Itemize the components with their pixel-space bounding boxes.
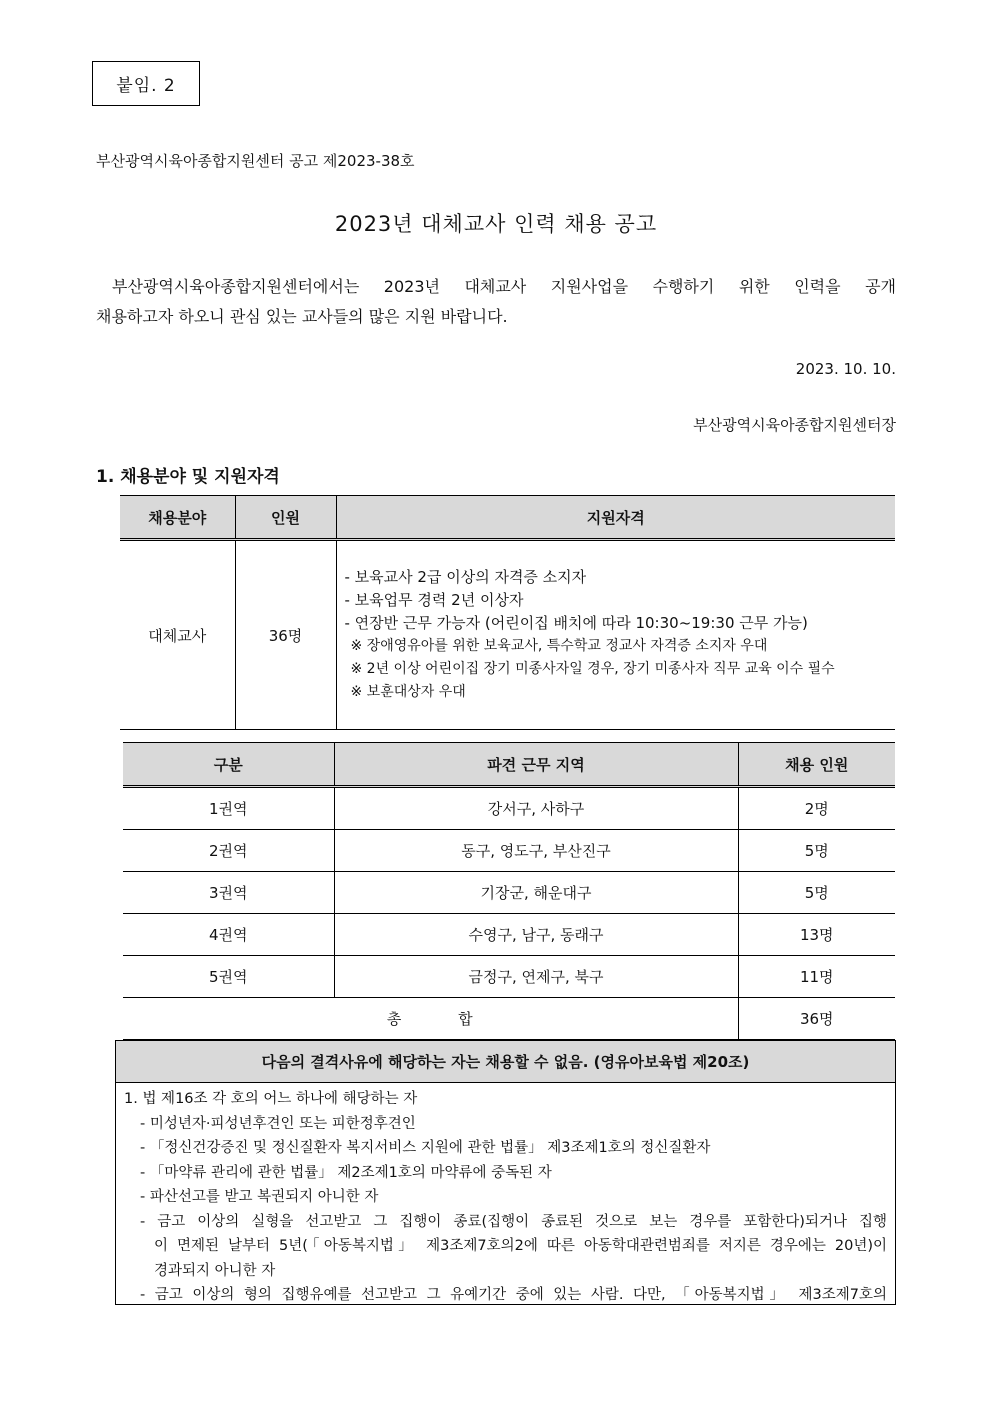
disqualification-sub: - 미성년자·피성년후견인 또는 피한정후견인 bbox=[140, 1115, 416, 1132]
qualification-note: ※ 장애영유아를 위한 보육교사, 특수학교 정교사 자격증 소지자 우대 bbox=[350, 638, 768, 654]
issuer: 부산광역시육아종합지원센터장 bbox=[693, 416, 896, 434]
disqualification-item: 1. 법 제16조 각 호의 어느 하나에 해당하는 자 bbox=[124, 1091, 418, 1107]
intro-paragraph bbox=[96, 272, 896, 332]
disqualification-sub: - 금고 이상의 실형을 선고받고 그 집행이 종료(집행이 종료된 것으로 보는 경우를 포함한다)되거나 집행 bbox=[140, 1213, 887, 1230]
notice-date: 2023. 10. 10. bbox=[795, 360, 896, 378]
document-title: 2023년 대체교사 인력 채용 공고 bbox=[334, 212, 658, 236]
qualification-item: - 보육업무 경력 2년 이상자 bbox=[344, 591, 524, 609]
region-area: 강서구, 사하구 bbox=[334, 787, 738, 830]
table-row bbox=[123, 956, 895, 998]
recruit-table bbox=[120, 495, 895, 730]
region-header-area: 파견 근무 지역 bbox=[334, 743, 738, 787]
recruit-count: 36명 bbox=[235, 540, 336, 730]
table-row bbox=[123, 872, 895, 914]
intro-line-2: 채용하고자 하오니 관심 있는 교사들의 많은 지원 바랍니다. bbox=[96, 307, 508, 326]
table-row bbox=[123, 830, 895, 872]
intro-line-1: 부산광역시육아종합지원센터에서는 2023년 대체교사 지원사업을 수행하기 위한 인력을 공개 bbox=[112, 277, 896, 296]
region-zone: 1권역 bbox=[123, 787, 334, 830]
region-area: 기장군, 해운대구 bbox=[334, 872, 738, 914]
total-count: 36명 bbox=[738, 998, 895, 1040]
attachment-label: 붙임. 2 bbox=[92, 61, 200, 106]
recruit-header-count: 인원 bbox=[235, 496, 336, 540]
disqualification-sub: - 「정신건강증진 및 정신질환자 복지서비스 지원에 관한 법률」 제3조제1호의 정신질환자 bbox=[140, 1140, 711, 1156]
region-count: 11명 bbox=[738, 956, 895, 998]
recruit-header-field: 채용분야 bbox=[120, 496, 235, 540]
region-count: 5명 bbox=[738, 830, 895, 872]
region-header-zone: 구분 bbox=[123, 743, 334, 787]
qualification-note: ※ 2년 이상 어린이집 장기 미종사자일 경우, 장기 미종사자 직무 교육 이수 필수 bbox=[350, 661, 835, 677]
region-zone: 3권역 bbox=[123, 872, 334, 914]
region-zone: 5권역 bbox=[123, 956, 334, 998]
qualification-item: - 연장반 근무 가능자 (어린이집 배치에 따라 10:30~19:30 근무 가능) bbox=[344, 614, 808, 632]
disqualification-heading: 다음의 결격사유에 해당하는 자는 채용할 수 없음. (영유아보육법 제20조) bbox=[116, 1041, 895, 1083]
notice-number: 부산광역시육아종합지원센터 공고 제2023-38호 bbox=[96, 152, 415, 170]
table-row bbox=[123, 787, 895, 830]
region-zone: 2권역 bbox=[123, 830, 334, 872]
qualification-note: ※ 보훈대상자 우대 bbox=[350, 684, 466, 700]
total-label: 총 합 bbox=[123, 998, 738, 1040]
region-area: 금정구, 연제구, 북구 bbox=[334, 956, 738, 998]
region-count: 5명 bbox=[738, 872, 895, 914]
region-zone: 4권역 bbox=[123, 914, 334, 956]
qualification-item: - 보육교사 2급 이상의 자격증 소지자 bbox=[344, 568, 587, 586]
section-heading: 1. 채용분야 및 지원자격 bbox=[96, 467, 280, 487]
region-table bbox=[123, 742, 895, 1040]
qualification-cell bbox=[336, 540, 895, 730]
region-header-count: 채용 인원 bbox=[738, 743, 895, 787]
disqualification-sub: - 「마약류 관리에 관한 법률」 제2조제1호의 마약류에 중독된 자 bbox=[140, 1164, 552, 1181]
total-row bbox=[123, 998, 895, 1040]
recruit-header-qualification: 지원자격 bbox=[336, 496, 895, 540]
disqualification-box bbox=[115, 1040, 896, 1305]
disqualification-sub: - 파산선고를 받고 복권되지 아니한 자 bbox=[140, 1189, 379, 1205]
disqualification-continuation: 경과되지 아니한 자 bbox=[154, 1262, 276, 1279]
region-area: 수영구, 남구, 동래구 bbox=[334, 914, 738, 956]
disqualification-sub: - 금고 이상의 형의 집행유예를 선고받고 그 유예기간 중에 있는 사람. 다만, 「아동복지법」 제3조제7호의 bbox=[140, 1287, 887, 1303]
region-count: 13명 bbox=[738, 914, 895, 956]
region-count: 2명 bbox=[738, 787, 895, 830]
region-area: 동구, 영도구, 부산진구 bbox=[334, 830, 738, 872]
recruit-field: 대체교사 bbox=[120, 540, 235, 730]
disqualification-continuation: 이 면제된 날부터 5년(「아동복지법」 제3조제7호의2에 따른 아동학대관련범죄를 저지른 경우에는 20년)이 bbox=[154, 1238, 887, 1254]
table-row bbox=[123, 914, 895, 956]
